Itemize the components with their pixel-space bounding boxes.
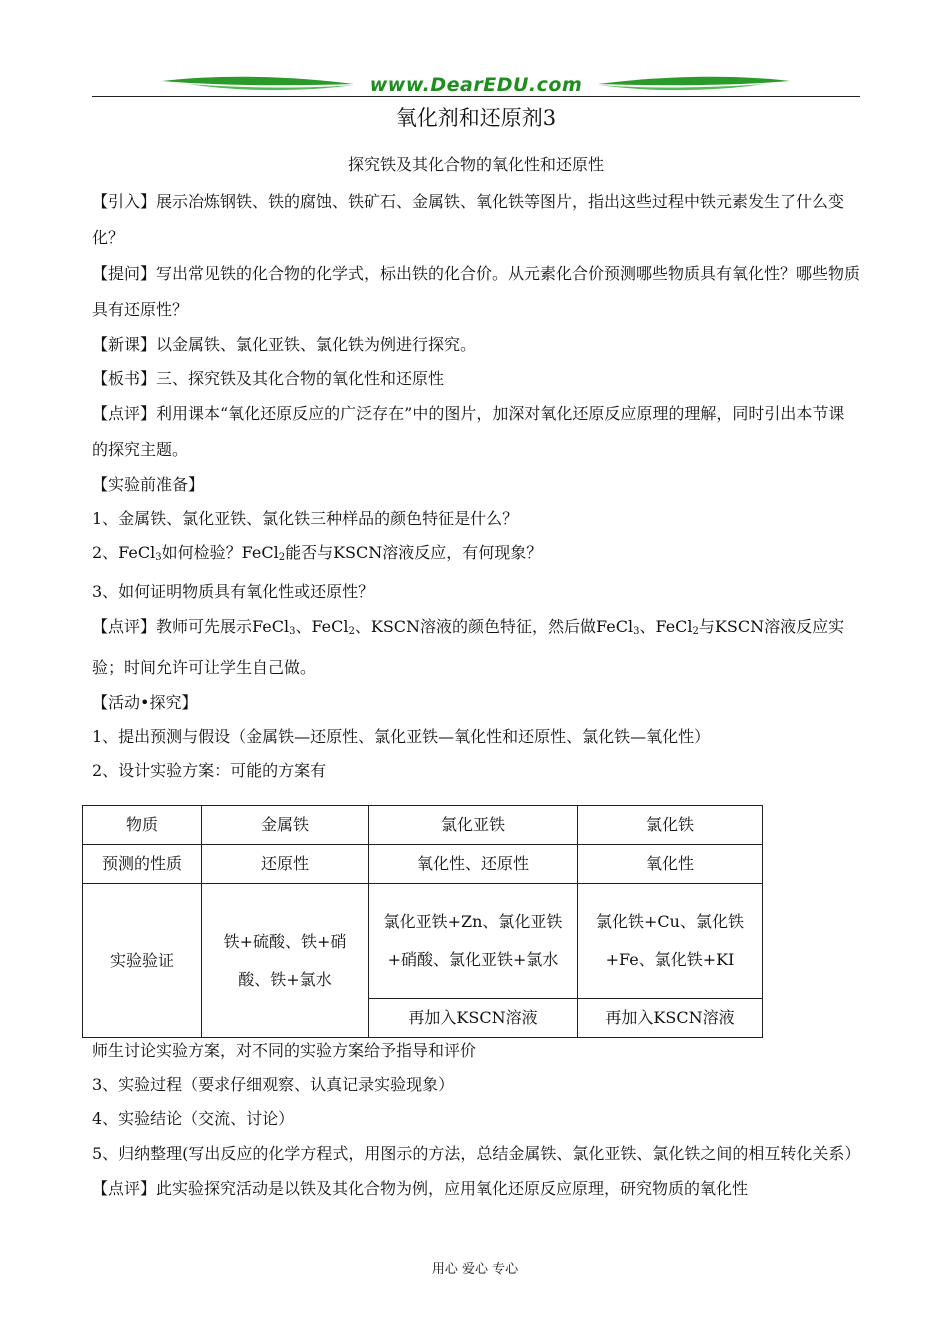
table-cell: 预测的性质 xyxy=(83,845,202,884)
table-cell: 再加入KSCN溶液 xyxy=(369,999,578,1038)
discussion-paragraph: 师生讨论实验方案，对不同的实验方案给予指导和评价 xyxy=(92,1041,477,1060)
subscript: 2 xyxy=(348,626,355,637)
table-cell: 铁+硫酸、铁+硝酸、铁+氯水 xyxy=(202,884,369,1038)
comment2-part-d: 、FeCl xyxy=(639,617,693,636)
subscript: 3 xyxy=(633,626,640,637)
comment2-part-e: 与KSCN溶液反应实验；时间允许可让学生自己做。 xyxy=(92,617,845,677)
page-subtitle: 探究铁及其化合物的氧化性和还原性 xyxy=(347,155,604,174)
prep2-part-b: 如何检验？FeCl xyxy=(161,543,279,562)
prep-heading: 【实验前准备】 xyxy=(92,475,205,494)
prep-item-2 xyxy=(92,536,860,575)
table-cell: 再加入KSCN溶液 xyxy=(578,999,763,1038)
page-footer: 用心 爱心 专心 xyxy=(431,1262,519,1277)
subscript: 2 xyxy=(278,552,286,563)
comment-paragraph-1: 【点评】利用课本“氧化还原反应的广泛存在”中的图片，加深对氧化还原反应原理的理解，同时引出本节课的探究主题。 xyxy=(92,404,845,459)
subscript: 2 xyxy=(692,626,699,637)
comment2-part-b: 、FeCl xyxy=(295,617,349,636)
table-header-cell: 氯化铁 xyxy=(578,806,763,845)
prep2-part-c: 能否与KSCN溶液反应，有何现象？ xyxy=(285,543,543,562)
experiment-table xyxy=(82,805,763,1038)
activity-heading: 【活动•探究】 xyxy=(92,693,198,712)
comment2-part-c: 、KSCN溶液的颜色特征，然后做FeCl xyxy=(354,617,634,636)
table-header-cell: 金属铁 xyxy=(202,806,369,845)
prep2-part-a: 2、FeCl xyxy=(92,543,156,562)
table-cell: 还原性 xyxy=(202,845,369,884)
comment2-part-a: 【点评】教师可先展示FeCl xyxy=(92,617,290,636)
table-cell: 氧化性 xyxy=(578,845,763,884)
table-header-cell: 氯化亚铁 xyxy=(369,806,578,845)
table-row xyxy=(83,845,763,884)
site-header-banner xyxy=(92,72,860,98)
table-cell: 氧化性、还原性 xyxy=(369,845,578,884)
table-row xyxy=(83,806,763,845)
table-header-cell: 物质 xyxy=(83,806,202,845)
page-title: 氧化剂和还原剂3 xyxy=(395,106,557,130)
activity-item-1: 1、提出预测与假设（金属铁—还原性、氯化亚铁—氧化性和还原性、氯化铁—氧化性） xyxy=(92,727,711,746)
intro-paragraph: 【引入】展示冶炼钢铁、铁的腐蚀、铁矿石、金属铁、氧化铁等图片，指出这些过程中铁元素发生了什么变化？ xyxy=(92,192,845,247)
lesson-body xyxy=(92,184,860,788)
comment-paragraph-2 xyxy=(92,609,860,686)
table-cell: 实验验证 xyxy=(83,884,202,1038)
board-paragraph: 【板书】三、探究铁及其化合物的氧化性和还原性 xyxy=(92,369,445,388)
activity-item-2: 2、设计实验方案：可能的方案有 xyxy=(92,761,327,780)
subscript: 3 xyxy=(289,626,296,637)
site-logo-text[interactable]: www.DearEDU.com xyxy=(369,74,583,96)
table-cell: 氯化亚铁+Zn、氯化亚铁+硝酸、氯化亚铁+氯水 xyxy=(369,884,578,999)
prep-item-3: 3、如何证明物质具有氧化性或还原性？ xyxy=(92,582,375,601)
step-4: 4、实验结论（交流、讨论） xyxy=(92,1109,295,1128)
comment-paragraph-3: 【点评】此实验探究活动是以铁及其化合物为例，应用氧化还原反应原理，研究物质的氧化性 xyxy=(92,1179,749,1198)
lesson-body-continued xyxy=(92,1034,860,1206)
subscript: 3 xyxy=(155,552,162,563)
table-cell: 氯化铁+Cu、氯化铁+Fe、氯化铁+KI xyxy=(578,884,763,999)
question-paragraph: 【提问】写出常见铁的化合物的化学式，标出铁的化合价。从元素化合价预测哪些物质具有氧化性？哪些物质具有还原性？ xyxy=(92,264,861,319)
header-divider xyxy=(92,96,860,97)
table-row xyxy=(83,884,763,999)
step-3: 3、实验过程（要求仔细观察、认真记录实验现象） xyxy=(92,1075,455,1094)
step-5: 5、归纳整理(写出反应的化学方程式，用图示的方法，总结金属铁、氯化亚铁、氯化铁之间的相互转化关系） xyxy=(92,1144,861,1163)
prep-item-1: 1、金属铁、氯化亚铁、氯化铁三种样品的颜色特征是什么？ xyxy=(92,509,519,528)
new-lesson-paragraph: 【新课】以金属铁、氯化亚铁、氯化铁为例进行探究。 xyxy=(92,335,477,354)
